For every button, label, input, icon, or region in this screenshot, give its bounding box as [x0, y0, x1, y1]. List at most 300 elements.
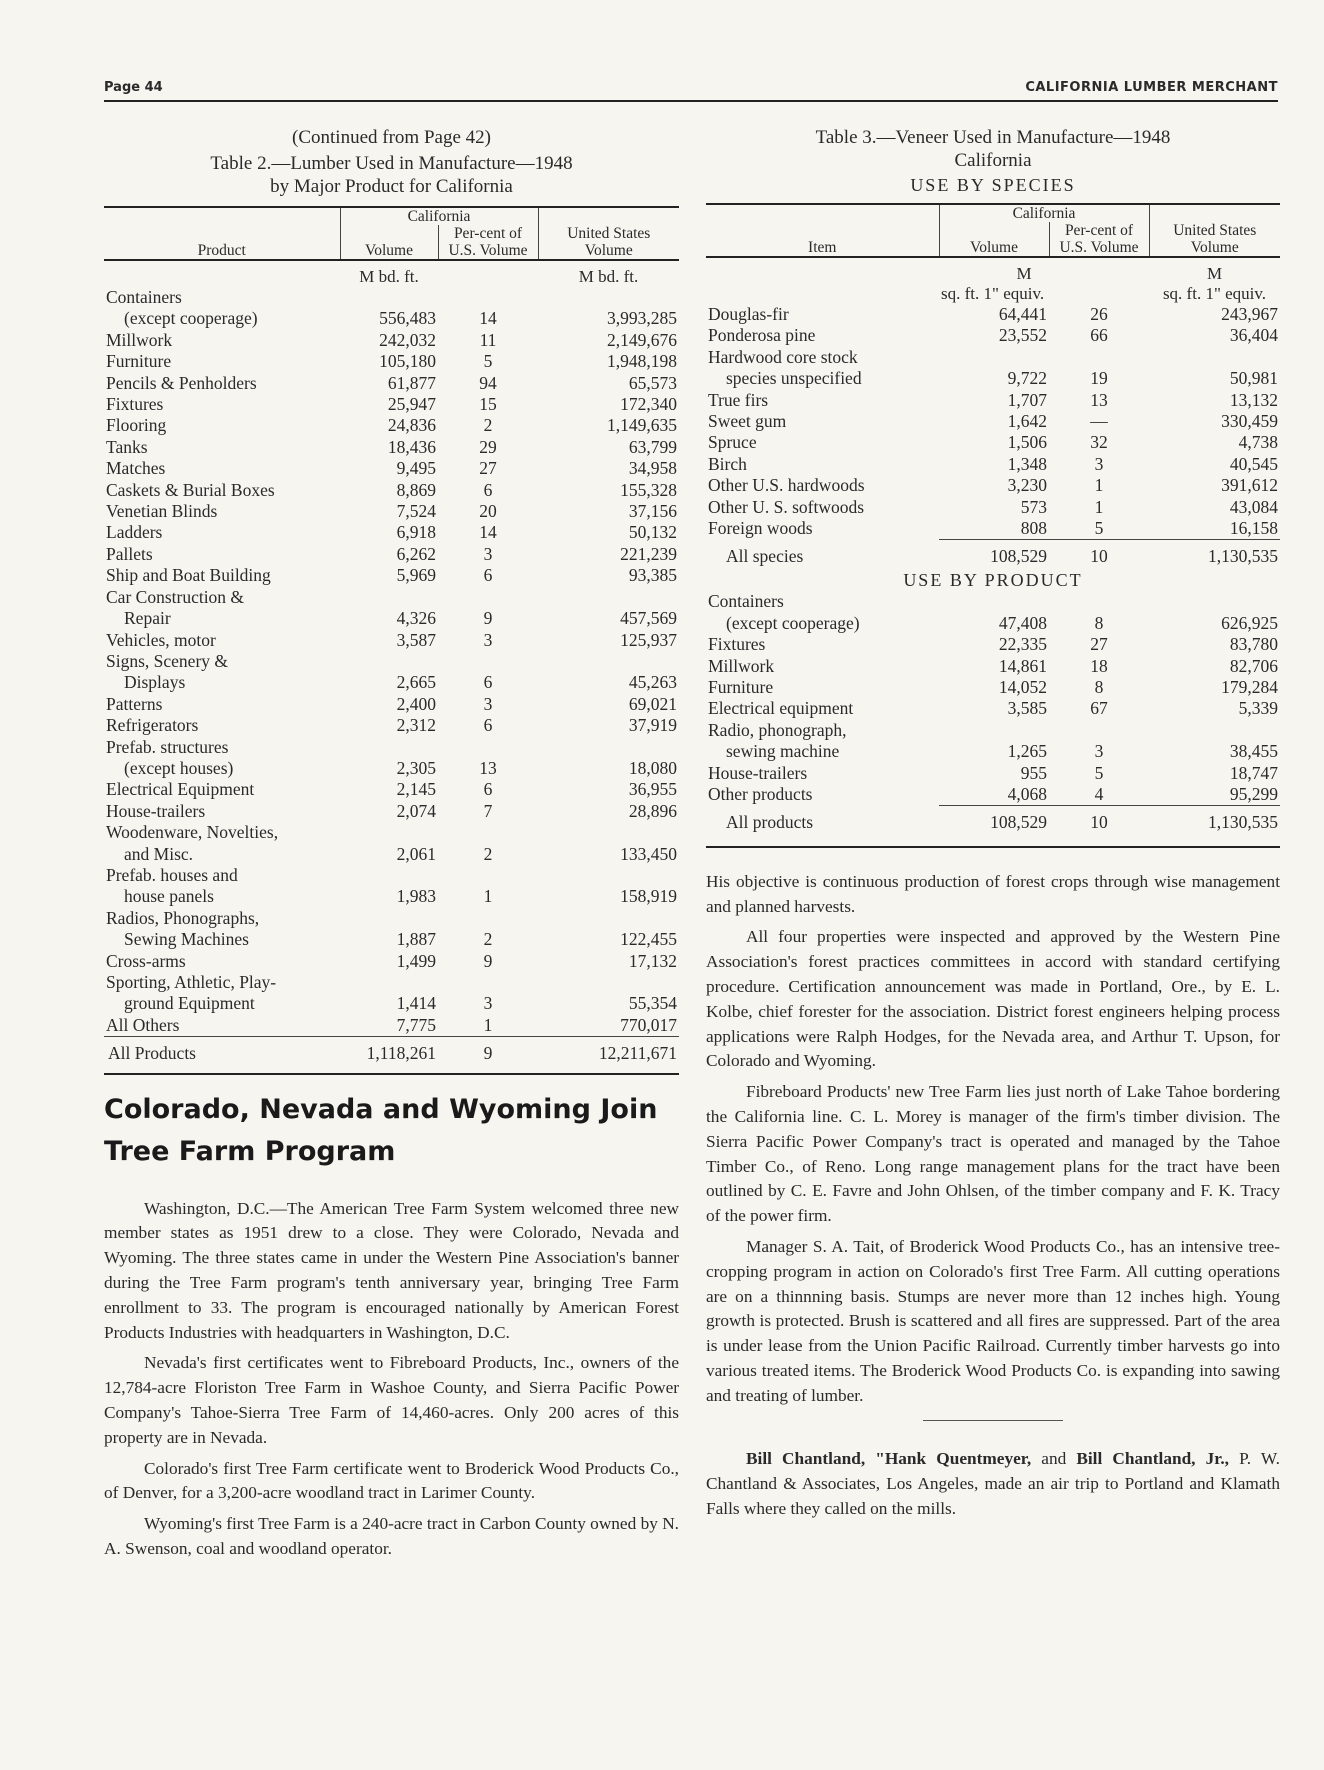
table3-species-cell-volume: 1,348	[1007, 453, 1047, 474]
table2-row	[104, 330, 679, 351]
table3-product-cell-label: Millwork	[708, 655, 775, 676]
table2-cell-us-volume: 2,149,676	[607, 329, 677, 350]
table2-cell-us-volume: 1,948,198	[607, 351, 677, 372]
table3-product-row	[706, 784, 1280, 806]
table3-species-cell-us-volume: 243,967	[1221, 304, 1278, 324]
table2-cell-volume: 3,587	[396, 629, 436, 650]
table3-product-cell-label: Furniture	[708, 676, 774, 697]
table2-cell-label: Prefab. structures	[106, 736, 229, 757]
table3-species-cell-label: Birch	[708, 453, 747, 474]
table3-species-cell-percent: 19	[1090, 368, 1108, 389]
table3-product-cell-label: Other products	[708, 784, 813, 805]
table3-species-total-label: All species	[726, 546, 804, 567]
table3-species-cell-us-volume: 13,132	[1229, 389, 1278, 410]
table2-row	[104, 1015, 679, 1037]
table3-unit-us-sq: sq. ft. 1" equiv.	[1162, 284, 1267, 303]
table2-cell-label: Ship and Boat Building	[106, 565, 271, 586]
table2-cell-percent: 2	[483, 415, 493, 436]
table2-cell-percent: 94	[479, 372, 497, 393]
table3-unit-cal-sq: sq. ft. 1" equiv.	[941, 284, 1045, 303]
table2-row	[104, 608, 679, 629]
table2-cell-label: Containers	[106, 287, 182, 307]
table3-unit-cal-m: M	[1016, 264, 1032, 283]
table2-cell-volume: 1,499	[396, 950, 436, 971]
table3	[706, 203, 1280, 834]
table3-species-row	[706, 390, 1280, 411]
table3-species-cell-label: species unspecified	[726, 368, 862, 389]
table3-product-cell-us-volume	[1149, 591, 1280, 612]
table2-row	[104, 801, 679, 822]
table2-row	[104, 844, 679, 865]
table3-species-cell-us-volume: 391,612	[1221, 475, 1278, 496]
table3-species-cell-volume: 64,441	[998, 304, 1047, 324]
table3-product-cell-percent: 4	[1049, 784, 1149, 806]
table2-cell-volume: 6,918	[396, 522, 436, 543]
table2-cell-percent	[438, 587, 538, 608]
table3-species-cell-label: Other U. S. softwoods	[708, 496, 865, 517]
table3-product-row	[706, 591, 1280, 612]
section-divider	[923, 1420, 1063, 1421]
table3-species-cell-us-volume: 330,459	[1221, 411, 1278, 432]
table2-title: Table 2.—Lumber Used in Manufacture—1948	[210, 153, 573, 174]
table2-cell-volume: 2,305	[396, 757, 436, 778]
table3-product-cell-label: House-trailers	[708, 762, 808, 783]
table2-row	[104, 458, 679, 479]
table2-cell-label: Signs, Scenery &	[106, 650, 229, 671]
table2-row	[104, 544, 679, 565]
table3-product-cell-us-volume: 82,706	[1229, 655, 1278, 676]
table3-products-total-percent: 10	[1049, 806, 1149, 834]
table2-cell-us-volume	[538, 908, 679, 929]
table2-cell-volume: 2,665	[396, 672, 436, 693]
table2-cell-us-volume: 133,450	[620, 843, 677, 864]
table2-cell-us-volume: 34,958	[628, 458, 677, 479]
table3-species-cell-label: Other U.S. hardwoods	[708, 475, 865, 496]
table2-row	[104, 822, 679, 843]
table2-cell-label: Venetian Blinds	[106, 501, 218, 522]
table2-cell-us-volume: 55,354	[628, 993, 677, 1014]
table2-cell-percent	[438, 865, 538, 886]
table3-product-row	[706, 613, 1280, 634]
table2-cell-volume	[340, 865, 438, 886]
table2-row	[104, 308, 679, 329]
table2-header-us-line1: United States	[567, 225, 651, 242]
table3-species-cell-label: True firs	[708, 389, 769, 410]
table3-species-cell-volume: 808	[939, 518, 1049, 540]
table3-product-cell-volume: 22,335	[998, 634, 1047, 655]
table3-product-cell-label: Electrical equipment	[708, 698, 854, 719]
table2-cell-us-volume: 770,017	[538, 1015, 679, 1037]
table3-species-cell-label: Spruce	[708, 432, 757, 453]
table2-cell-label: Caskets & Burial Boxes	[106, 479, 275, 500]
table2-cell-us-volume: 37,919	[628, 715, 677, 736]
table2	[104, 206, 679, 1065]
table3-species-cell-percent: 3	[1094, 453, 1104, 474]
table2-cell-volume: 2,400	[396, 693, 436, 714]
table2-cell-volume: 556,483	[379, 308, 436, 329]
table2-cell-volume: 24,836	[387, 415, 436, 436]
table2-cell-label: Flooring	[106, 415, 167, 436]
left-column	[104, 126, 679, 1568]
table3-species-total-percent: 10	[1049, 540, 1149, 568]
table3-species-row	[706, 304, 1280, 325]
table3-species-row	[706, 325, 1280, 346]
table2-cell-us-volume: 69,021	[628, 693, 677, 714]
table2-cell-percent: 6	[483, 715, 493, 736]
table2-cell-volume	[340, 587, 438, 608]
table3-product-cell-us-volume: 18,747	[1229, 762, 1278, 783]
table2-cell-percent: 13	[479, 757, 497, 778]
table2-cell-percent: 9	[483, 950, 493, 971]
table3-header-california: California	[939, 204, 1149, 222]
table2-cell-volume: 1,887	[396, 929, 436, 950]
article-paragraph: His objective is continuous production of forest crops through wise management and planned harvests.	[706, 871, 1280, 916]
table2-row	[104, 694, 679, 715]
table3-product-cell-us-volume: 38,455	[1229, 741, 1278, 762]
table3-species-cell-label: Sweet gum	[708, 411, 787, 432]
article-paragraph: Nevada's first certificates went to Fibreboard Products, Inc., owners of the 12,784-acre Floriston Tree Farm in Washoe County, and Sierra Pacific Power Company's Tahoe-Sierra Tree Farm of 14,460-acres. Only 200 acres of this property are in Nevada.	[104, 1353, 679, 1447]
table2-cell-label: House-trailers	[106, 800, 206, 821]
table2-cell-us-volume: 221,239	[620, 543, 677, 564]
table3-header-percent	[1049, 222, 1149, 257]
table2-cell-percent: 20	[479, 501, 497, 522]
table2-cell-percent: 2	[483, 929, 493, 950]
table2-cell-volume: 25,947	[387, 394, 436, 415]
table2-subtitle: by Major Product for California	[270, 176, 513, 197]
table2-cell-volume: 2,145	[396, 779, 436, 800]
table2-cell-us-volume: 457,569	[620, 608, 677, 629]
table2-cell-us-volume: 37,156	[628, 501, 677, 522]
table3-unit-us-m: M	[1206, 264, 1223, 283]
table2-row	[104, 522, 679, 543]
table3-product-cell-label: (except cooperage)	[726, 612, 860, 633]
table2-cell-us-volume: 93,385	[628, 565, 677, 586]
table2-row	[104, 373, 679, 394]
table3-species-row	[706, 518, 1280, 540]
table2-cell-percent: 1	[438, 1015, 538, 1037]
table2-header-us	[538, 225, 679, 260]
table2-cell-volume: 2,061	[396, 843, 436, 864]
table2-cell-volume	[340, 972, 438, 993]
article-paragraph: Fibreboard Products' new Tree Farm lies just north of Lake Tahoe bordering the California line. C. L. Morey is manager of the firm's timber division. The Sierra Pacific Power Company's tract is operated and managed by the Tahoe Timber Co., of Reno. Long range management plans for the tract have been outlined by C. E. Favre and John Ohlsen, of the timber company and F. K. Tracy of the power firm.	[706, 1082, 1280, 1226]
table2-row	[104, 287, 679, 308]
table2-cell-percent: 6	[483, 479, 493, 500]
table2-header-us-line2: Volume	[584, 242, 633, 259]
table2-cell-label: Patterns	[106, 693, 163, 714]
table3-species-total-volume: 108,529	[939, 540, 1049, 568]
table3-bottom-rule	[706, 846, 1280, 848]
table2-cell-label: Ladders	[106, 522, 163, 543]
table2-cell-percent	[438, 737, 538, 758]
table3-species-row	[706, 368, 1280, 389]
table3-species-row	[706, 454, 1280, 475]
table3-header-us-line2: Volume	[1190, 239, 1239, 256]
table2-header-volume: Volume	[340, 225, 438, 260]
table3-species-cell-percent: 66	[1090, 325, 1108, 346]
table2-row	[104, 415, 679, 436]
table2-cell-us-volume: 122,455	[620, 929, 677, 950]
table3-product-cell-percent: 8	[1094, 676, 1104, 697]
table3-header-us-line1: United States	[1173, 222, 1257, 239]
table3-species-cell-percent: 1	[1094, 475, 1104, 496]
table2-cell-volume: 5,969	[396, 565, 436, 586]
table3-species-cell-percent: 32	[1090, 432, 1108, 453]
table3-species-cell-us-volume: 16,158	[1149, 518, 1280, 540]
table2-cell-volume: 6,262	[396, 543, 436, 564]
table2-cell-percent: 3	[483, 543, 493, 564]
table3-product-cell-us-volume: 5,339	[1238, 698, 1278, 719]
table2-cell-label: (except cooperage)	[124, 308, 258, 329]
table2-row	[104, 715, 679, 736]
table2-cell-us-volume	[538, 587, 679, 608]
table2-cell-label: Matches	[106, 458, 166, 479]
table2-cell-us-volume: 36,955	[628, 779, 677, 800]
table2-cell-volume	[340, 908, 438, 929]
table2-cell-volume: 1,983	[396, 886, 436, 907]
table3-species-cell-volume	[939, 347, 1049, 368]
table2-cell-volume: 105,180	[379, 351, 436, 372]
table2-cell-percent: 3	[483, 629, 493, 650]
table2-row	[104, 972, 679, 993]
table2-total-label: All Products	[104, 1037, 340, 1065]
article-paragraph: Washington, D.C.—The American Tree Farm System welcomed three new member states as 1951 drew to a close. They were Colorado, Nevada and Wyoming. The three states came in under the Western Pine Association's banner during the Tree Farm program's tenth anniversary year, bringing Tree Farm enrollment to 33. The program is encouraged nationally by American Forest Products Industries with headquarters in Washington, D.C.	[104, 1198, 679, 1342]
publication-name: CALIFORNIA LUMBER MERCHANT	[1025, 80, 1278, 95]
table2-cell-percent: 27	[479, 458, 497, 479]
table3-product-cell-percent: 8	[1094, 612, 1104, 633]
table2-row	[104, 394, 679, 415]
table3-product-row	[706, 741, 1280, 762]
table3-product-cell-us-volume: 179,284	[1221, 676, 1278, 697]
table3-species-cell-percent: 26	[1090, 304, 1108, 324]
table2-cell-percent: 7	[483, 800, 493, 821]
article-paragraph: All four properties were inspected and approved by the Western Pine Association's forest practices committees in accord with standard certifying procedure. Certification announcement was made in Portland, Ore., by E. L. Kolbe, chief forester for the association. District forest engineers helping process applications were Ralph Hodges, for the Nevada area, and Arthur T. Upson, for Colorado and Wyoming.	[706, 927, 1280, 1071]
table3-species-cell-volume: 23,552	[998, 325, 1047, 346]
table3-product-row	[706, 720, 1280, 741]
table2-cell-volume	[340, 822, 438, 843]
table2-total-us: 12,211,671	[538, 1037, 679, 1065]
table2-unit-cal: M bd. ft.	[359, 267, 419, 286]
table3-species-cell-us-volume: 4,738	[1238, 432, 1278, 453]
table2-cell-volume: 2,074	[396, 800, 436, 821]
article-paragraph: Wyoming's first Tree Farm is a 240-acre tract in Carbon County owned by N. A. Swenson, coal and woodland operator.	[104, 1514, 679, 1558]
table2-cell-label: Repair	[124, 608, 171, 629]
table2-cell-percent: 2	[483, 843, 493, 864]
table2-total-percent: 9	[438, 1037, 538, 1065]
page-header	[104, 76, 1278, 102]
article-title: Colorado, Nevada and Wyoming Join Tree Farm Program	[104, 1093, 658, 1167]
table2-cell-us-volume: 65,573	[628, 372, 677, 393]
table2-cell-percent: 3	[483, 693, 493, 714]
table2-row	[104, 929, 679, 950]
table3-species-cell-percent: —	[1090, 411, 1108, 432]
table3-product-cell-volume: 14,052	[998, 676, 1047, 697]
table2-cell-us-volume: 17,132	[628, 950, 677, 971]
table2-cell-label: Vehicles, motor	[106, 629, 216, 650]
table2-cell-volume: 7,524	[396, 501, 436, 522]
table3-species-cell-volume: 1,506	[1007, 432, 1047, 453]
table2-row	[104, 672, 679, 693]
table2-cell-volume	[340, 737, 438, 758]
table2-cell-label: Radios, Phonographs,	[106, 907, 260, 928]
table3-species-cell-volume: 1,642	[1007, 411, 1047, 432]
table3-product-cell-volume: 47,408	[998, 612, 1047, 633]
table2-cell-percent: 14	[479, 308, 497, 329]
table3-section-species: USE BY SPECIES	[910, 175, 1076, 195]
news-and: and	[1031, 1449, 1077, 1469]
table2-cell-label: (except houses)	[124, 757, 234, 778]
table2-cell-label: Tanks	[106, 436, 148, 457]
article-paragraph: Manager S. A. Tait, of Broderick Wood Products Co., has an intensive tree-cropping program in action on Colorado's first Tree Farm. All cutting operations are on a thinnning basis. Stumps are never more than 12 inches high. Young growth is protected. Brush is scattered and all fires are suppressed. Part of the area is under lease from the Union Pacific Railroad. Currently timber harvests go into various treated items. The Broderick Wood Products Co. is expanding into sawing and treating of lumber.	[706, 1236, 1280, 1405]
table3-product-cell-label: sewing machine	[726, 741, 840, 762]
table2-row	[104, 351, 679, 372]
table2-cell-us-volume: 28,896	[628, 800, 677, 821]
table2-cell-percent	[438, 822, 538, 843]
table2-cell-us-volume	[538, 865, 679, 886]
table3-species-cell-volume: 9,722	[1007, 368, 1047, 389]
table2-cell-percent	[438, 972, 538, 993]
table2-cell-percent: 14	[479, 522, 497, 543]
table2-cell-label: All Others	[106, 1014, 180, 1035]
table2-cell-us-volume	[538, 822, 679, 843]
table2-cell-label: Prefab. houses and	[106, 864, 238, 885]
table3-product-row	[706, 763, 1280, 784]
table2-cell-us-volume: 172,340	[620, 394, 677, 415]
table2-cell-label: Electrical Equipment	[106, 779, 255, 800]
table2-cell-percent: 1	[483, 886, 493, 907]
right-column	[706, 126, 1280, 1528]
table2-header-product: Product	[104, 225, 340, 260]
table3-species-cell-percent	[1049, 347, 1149, 368]
table2-cell-us-volume	[538, 287, 679, 308]
news-text: P. W. Chantland & Associates, Los Angeles, made an air trip to Portland and Klamath Falls where they called on the mills.	[706, 1449, 1280, 1519]
table2-cell-percent: 11	[479, 329, 497, 350]
table2-cell-label: Woodenware, Novelties,	[106, 822, 279, 843]
table2-cell-label: Pallets	[106, 543, 153, 564]
table2-row	[104, 779, 679, 800]
table2-cell-volume: 1,414	[396, 993, 436, 1014]
table2-row	[104, 437, 679, 458]
table2-cell-us-volume: 50,132	[628, 522, 677, 543]
table2-continued-note: (Continued from Page 42)	[292, 127, 491, 148]
table2-row	[104, 501, 679, 522]
table3-species-cell-label: Ponderosa pine	[708, 325, 816, 346]
table2-cell-volume: 9,495	[396, 458, 436, 479]
table2-cell-volume: 8,869	[396, 479, 436, 500]
table2-cell-us-volume: 45,263	[628, 672, 677, 693]
table2-cell-us-volume	[538, 972, 679, 993]
table2-cell-percent	[438, 651, 538, 672]
table3-product-cell-volume: 1,265	[1007, 741, 1047, 762]
table3-product-cell-us-volume	[1149, 720, 1280, 741]
table3-species-row	[706, 347, 1280, 368]
table2-cell-us-volume: 3,993,285	[607, 308, 677, 329]
table2-row	[104, 480, 679, 501]
table3-product-cell-percent	[1049, 720, 1149, 741]
table3-product-row	[706, 698, 1280, 719]
table2-cell-label: Cross-arms	[106, 950, 186, 971]
table3-product-cell-us-volume: 95,299	[1149, 784, 1280, 806]
table3-product-cell-us-volume: 83,780	[1229, 634, 1278, 655]
table2-cell-label: Sewing Machines	[124, 929, 249, 950]
table2-row	[104, 865, 679, 886]
table2-cell-us-volume: 63,799	[628, 436, 677, 457]
page-number: Page 44	[104, 80, 163, 95]
table2-cell-us-volume: 1,149,635	[607, 415, 677, 436]
table3-header-percent-line2: U.S. Volume	[1059, 239, 1139, 256]
table2-cell-percent: 15	[479, 394, 497, 415]
news-item	[706, 1447, 1280, 1521]
table2-cell-label: and Misc.	[124, 843, 194, 864]
table2-cell-volume: 61,877	[387, 372, 436, 393]
table3-header-us	[1149, 222, 1280, 257]
table2-cell-volume: 4,326	[396, 608, 436, 629]
table3-products-total-volume: 108,529	[939, 806, 1049, 834]
table2-row	[104, 886, 679, 907]
table3-species-cell-us-volume: 50,981	[1229, 368, 1278, 389]
table2-cell-volume: 18,436	[387, 436, 436, 457]
table3-product-cell-volume	[939, 591, 1049, 612]
table2-cell-label: Displays	[124, 672, 186, 693]
table3-species-cell-label: Hardwood core stock	[708, 346, 858, 367]
table2-bottom-rule	[104, 1073, 679, 1075]
table3-product-cell-percent: 27	[1090, 634, 1108, 655]
table2-cell-label: Sporting, Athletic, Play-	[106, 972, 277, 992]
table3-product-cell-percent: 3	[1094, 741, 1104, 762]
table3-species-cell-percent: 1	[1094, 496, 1104, 517]
table2-cell-volume: 2,312	[396, 715, 436, 736]
table2-row	[104, 651, 679, 672]
table2-cell-percent	[438, 908, 538, 929]
table3-product-cell-volume: 3,585	[1007, 698, 1047, 719]
table2-cell-volume: 7,775	[340, 1015, 438, 1037]
table2-cell-percent: 6	[483, 779, 493, 800]
table2-row	[104, 630, 679, 651]
table2-header-percent-line2: U.S. Volume	[448, 242, 528, 259]
table3-product-cell-us-volume: 626,925	[1221, 612, 1278, 633]
table2-row	[104, 565, 679, 586]
article-paragraph: Colorado's first Tree Farm certificate went to Broderick Wood Products Co., of Denver, for a 3,200-acre woodland tract in Larimer County.	[104, 1458, 679, 1503]
table2-cell-label: Refrigerators	[106, 715, 199, 736]
table2-cell-label: Car Construction &	[106, 586, 245, 607]
table3-species-cell-percent: 13	[1090, 389, 1108, 410]
table2-cell-us-volume: 155,328	[620, 479, 677, 500]
table3-species-row	[706, 411, 1280, 432]
table3-species-cell-us-volume: 36,404	[1229, 325, 1278, 346]
table2-unit-us: M bd. ft.	[578, 267, 639, 286]
table2-total-volume: 1,118,261	[340, 1037, 438, 1065]
table3-product-row	[706, 634, 1280, 655]
table3-product-cell-label: Fixtures	[708, 634, 766, 655]
table3-product-cell-volume: 4,068	[939, 784, 1049, 806]
article-body	[104, 1197, 679, 1562]
news-names-2: Bill Chantland, Jr.,	[1076, 1449, 1229, 1469]
table2-row	[104, 587, 679, 608]
table3-product-cell-label: Containers	[708, 591, 784, 612]
table2-header-california: California	[340, 207, 538, 225]
table3-species-cell-label: Douglas-fir	[708, 304, 789, 324]
table3-species-cell-us-volume: 40,545	[1229, 453, 1278, 474]
table3-product-cell-label: Radio, phonograph,	[708, 719, 847, 740]
table2-row	[104, 737, 679, 758]
table2-row	[104, 908, 679, 929]
table3-species-cell-us-volume	[1149, 347, 1280, 368]
news-names: Bill Chantland, "Hank Quentmeyer,	[746, 1449, 1032, 1469]
table2-cell-us-volume: 158,919	[620, 886, 677, 907]
table3-header-percent-line1: Per-cent of	[1064, 222, 1134, 239]
table2-cell-percent: 5	[483, 351, 493, 372]
table2-cell-percent: 6	[483, 672, 493, 693]
table2-cell-volume	[340, 287, 438, 308]
